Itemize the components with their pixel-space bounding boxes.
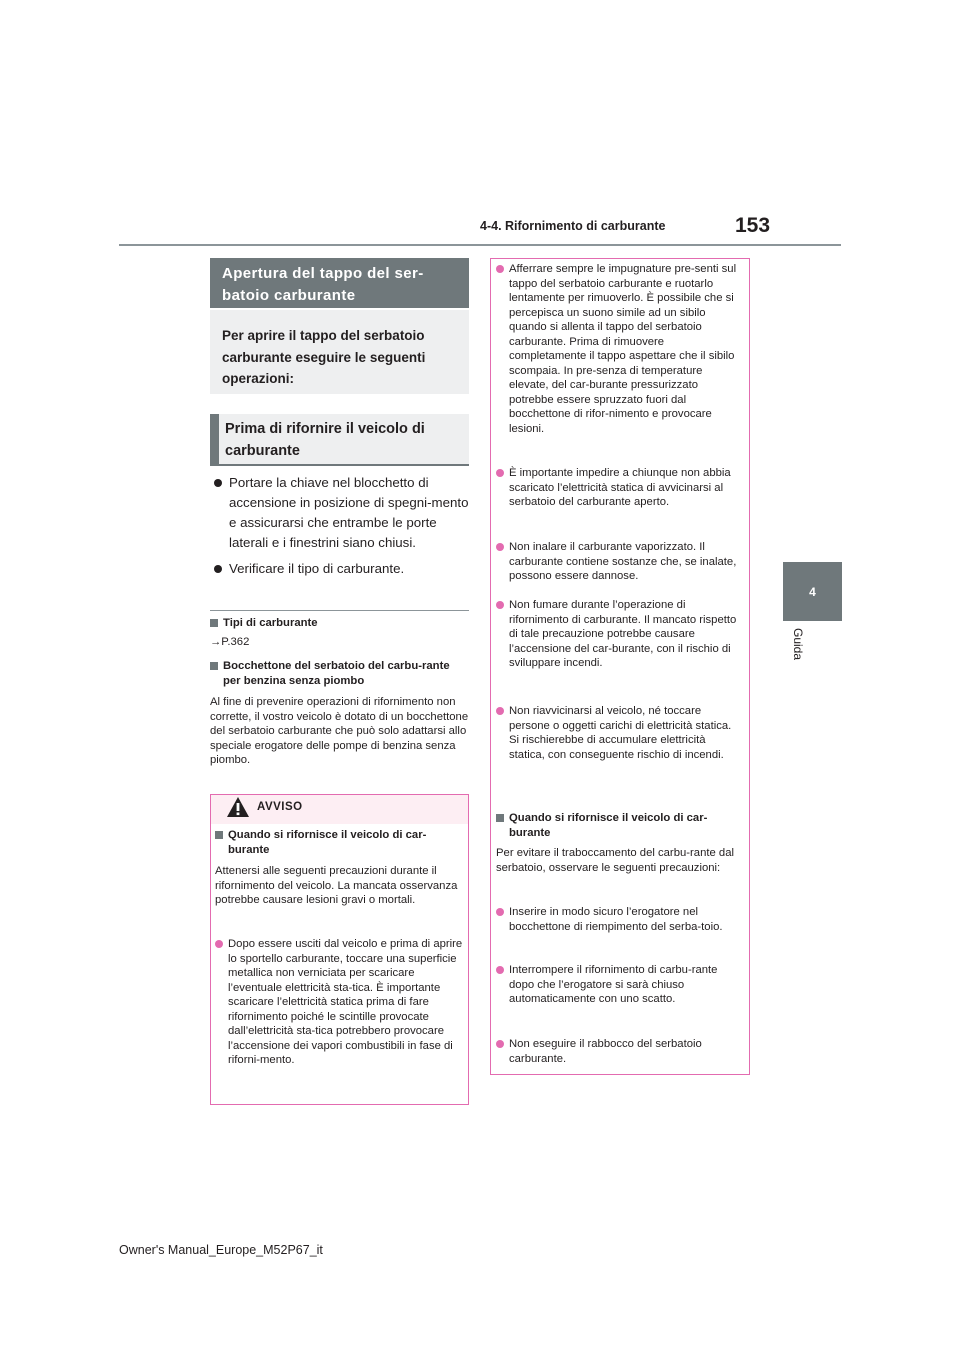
warning-heading: Quando si rifornisce il veicolo di car-burante [496,811,744,840]
page-number: 153 [735,214,771,237]
warning-item: Non fumare durante l’operazione di rifornimento di carburante. Il mancato rispetto di tale precauzione potrebbe causare l’accensione del car-burante, con il rischio di sviluppare incendi. [496,598,744,671]
footer-text: Owner's Manual_Europe_M52P67_it [119,1243,323,1257]
warning-item: Inserire in modo sicuro l’erogatore nel bocchettone di riempimento del serba-toio. [496,905,744,934]
warning-item: Interrompere il rifornimento di carbu-rante dopo che l’erogatore si sarà chiuso automaticamente con uno scatto. [496,963,744,1007]
intro-box: Per aprire il tappo del serbatoio carburante eseguire le seguenti operazioni: [210,310,469,394]
warning-item: Non inalare il carburante vaporizzato. Il carburante contiene sostanze che, se inalate, possono essere dannose. [496,540,744,584]
chapter-tab [783,562,842,621]
warning-text: Per evitare il traboccamento del carbu-rante dal serbatoio, osservare le seguenti precauzioni: [496,847,734,874]
page-reference: →P.362 [210,636,250,648]
warning-item: Non riavvicinarsi al veicolo, né toccare persone o oggetti carichi di elettricità statica. Si rischierebbe di accumulare elettricità statica, con conseguente rischio di incendi. [496,704,744,762]
warning-text: Attenersi alle seguenti precauzioni durante il rifornimento del veicolo. La mancata osservanza potrebbe causare lesioni gravi o mortali. [215,865,458,906]
step-list [212,473,474,585]
warning-heading: Quando si rifornisce il veicolo di car-burante [215,828,463,857]
warning-icon [225,795,251,819]
chapter-number: 4 [809,584,816,599]
warning-item: È importante impedire a chiunque non abbia scaricato l’elettricità statica di avvicinarsi al serbatoio del carburante aperto. [496,466,744,510]
warning-item: Non eseguire il rabbocco del serbatoio carburante. [496,1037,744,1066]
warning-item: Dopo essere usciti dal veicolo e prima di aprire lo sportello carburante, toccare una superficie metallica non verniciata per scaricare l’eventuale elettricità sta-tica. È importante scaricare l’elettricità statica prima di fare rifornimento poiché le scintille provocate dall’elettricità sta-tica potrebbero provocare l’accensione dei vapori combustibili in fase di riforni-mento. [215,937,463,1068]
note-text: Al fine di prevenire operazioni di rifornimento non corrette, il vostro veicolo è dotato di un bocchettone del serbatoio carburante che può solo adattarsi allo speciale erogatore delle pompe di benzina senza piombo. [210,696,469,766]
list-item: Portare la chiave nel blocchetto di accensione in posizione di spegni-mento e assicurarsi che entrambe le porte laterali e i finestrini siano chiusi. [212,473,474,553]
list-item: Verificare il tipo di carburante. [212,559,474,579]
header-rule [119,244,841,246]
section-heading: Apertura del tappo del ser- batoio carburante [210,258,469,308]
chapter-label: Guida [791,628,805,661]
section-title: 4-4. Rifornimento di carburante [480,219,666,233]
note-heading: Tipi di carburante [210,616,470,631]
note-heading: Bocchettone del serbatoio del carbu-rante per benzina senza piombo [210,659,470,688]
warning-label: AVVISO [257,801,303,813]
sub-heading: Prima di rifornire il veicolo di carburante [210,414,469,466]
warning-item: Afferrare sempre le impugnature pre-senti sul tappo del serbatoio carburante e ruotarlo lentamente per rimuoverlo. È possibile che si percepisca un suono simile ad un sibilo quando si allenta il tappo del serbatoio carburante. Prima di rimuovere completamente il tappo aspettare che il sibilo scompaia. In pre-senza di temperature elevate, del car-burante pressurizzato potrebbe essere spruzzato fuori dal bocchettone di rifor-nimento e provocare lesioni. [496,262,744,436]
note-rule [210,610,469,611]
